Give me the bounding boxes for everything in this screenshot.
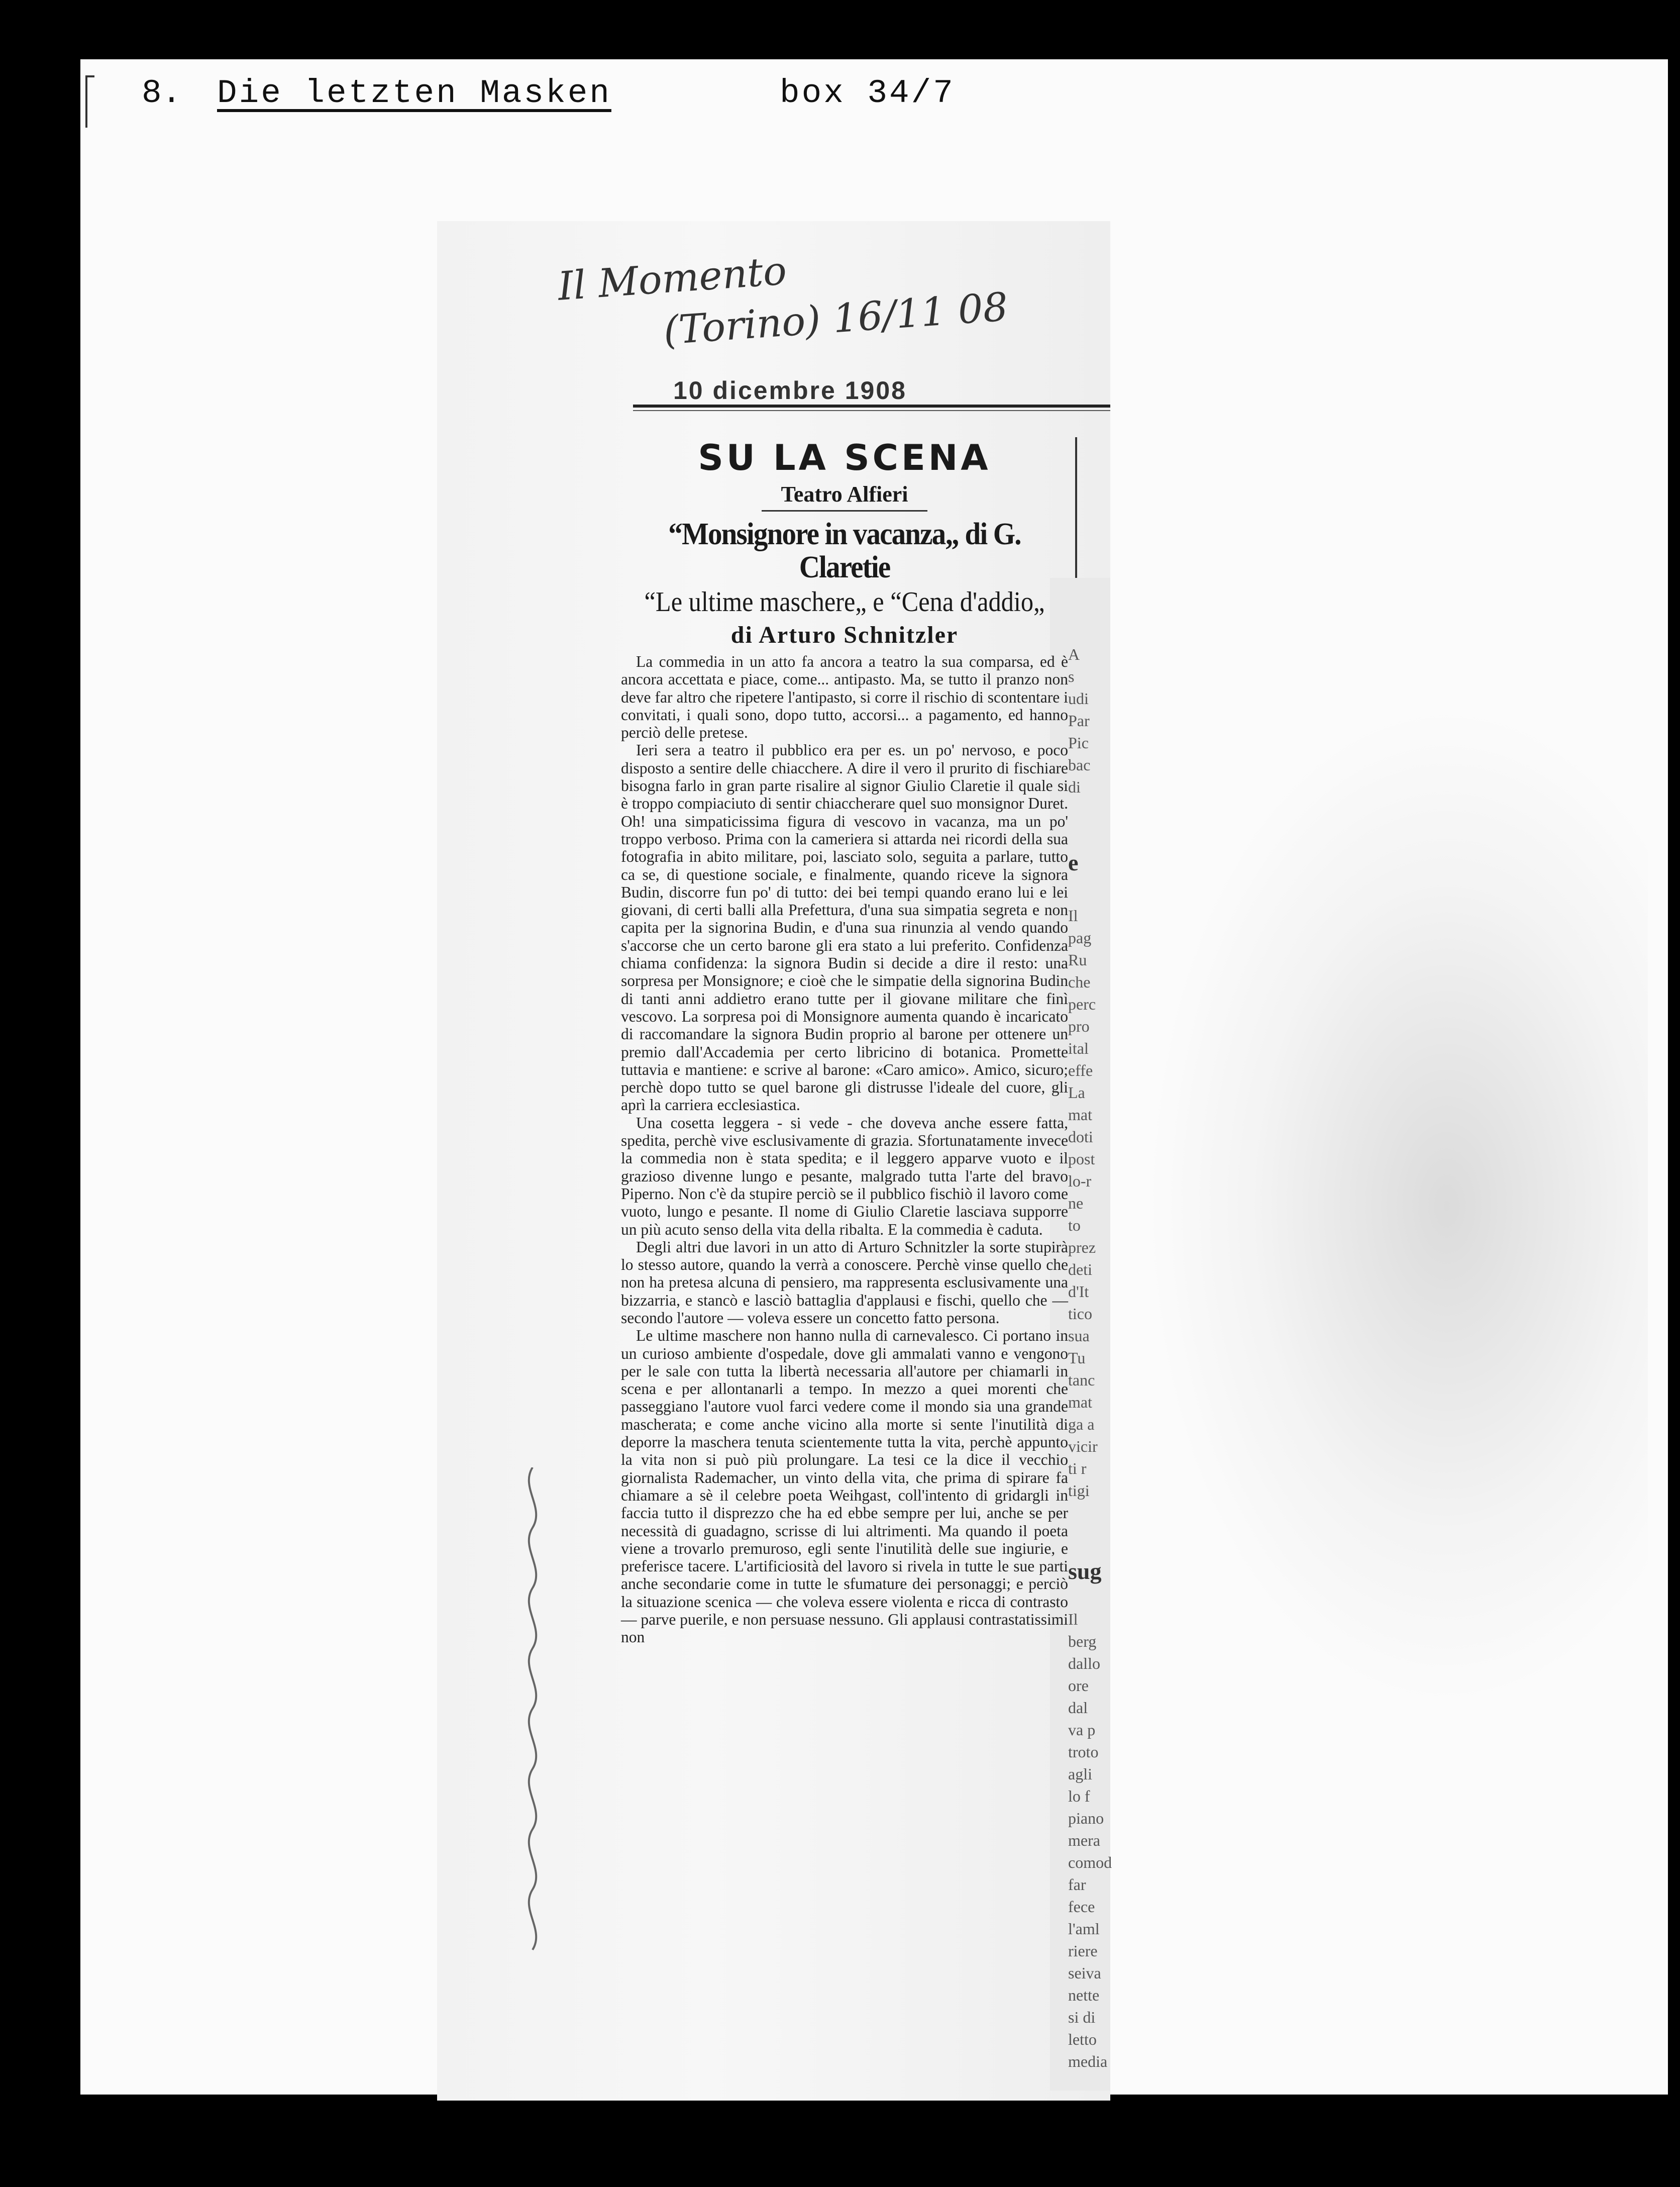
adjacent-heading-2: sug: [1068, 1558, 1102, 1584]
folder-number: 8.: [142, 74, 182, 112]
pencil-wavy-mark: [517, 1467, 548, 1970]
clipping-dateline: 10 dicembre 1908: [673, 376, 907, 405]
adjacent-heading-1: e: [1068, 850, 1079, 875]
adjacent-fragment: che: [1068, 973, 1091, 991]
scan-smudge: [1145, 704, 1648, 1709]
adjacent-fragment: lo f: [1068, 1787, 1090, 1805]
column-divider: [1075, 437, 1077, 578]
adjacent-fragment: fece: [1068, 1898, 1095, 1916]
handwritten-source: Il Momento: [556, 248, 788, 310]
corner-bracket: [85, 75, 94, 128]
dateline-rule: [633, 405, 1110, 408]
adjacent-fragment: tico: [1068, 1305, 1092, 1323]
adjacent-fragment: mera: [1068, 1831, 1100, 1849]
adjacent-fragment: ti r: [1068, 1459, 1087, 1477]
adjacent-fragment: ga a: [1068, 1415, 1095, 1433]
adjacent-fragment: A: [1068, 645, 1080, 663]
adjacent-fragment: ore: [1068, 1676, 1089, 1695]
adjacent-fragment: l'aml: [1068, 1920, 1100, 1938]
paragraph: Le ultime maschere non hanno nulla di carnevalesco. Ci portano in un curioso ambiente d'ospedale, dove gli ammalati vanno e vengono per le sale con tutta la libertà necessaria all'autore per chiamarli in scena e per allontanarli a tempo. In mezzo a quei morenti che passeggiano l'autore vuol farci vedere come il mondo sia una grande mascherata; e come anche vicino alla morte si sente l'inutilità di deporre la maschera tenuta scientemente tutta la vita, perchè appunto la vita non si può più prolungare. La tesi ce la dice il vecchio giornalista Rademacher, un vinto della vita, che prima di spirare fa chiamare a sè il celebre poeta Weihgast, coll'intento di gridargli in faccia tutto il disprezzo che ha ed ebbe sempre per lui, anche se per necessità di guadagno, scrisse di lui altrimenti. Ma quando il poeta viene a trovarlo premuroso, egli sente l'inutilità delle sue ingiurie, e preferisce tacere. L'artificiosità del lavoro si rivela in tutte le sue parti anche secondarie come in tutte le sfumature dei personaggi; e perciò la situazione scenica — che voleva essere violenta e ricca di contrasto — parve puerile, e non persuase nessuno. Gli applausi contrastatissimi non: [621, 1327, 1068, 1646]
adjacent-fragment: pro: [1068, 1017, 1090, 1035]
adjacent-fragment: riere: [1068, 1942, 1098, 1960]
adjacent-fragment: Il: [1068, 907, 1078, 925]
adjacent-fragment: media: [1068, 2052, 1108, 2070]
adjacent-fragment: Ru: [1068, 951, 1087, 969]
dateline-rule-thin: [633, 410, 1110, 411]
paragraph: Degli altri due lavori in un atto di Arturo Schnitzler la sorte stupirà lo stesso autore, quando la verrà a conoscere. Perchè vinse quello che non ha pretesa alcuna di pensiero, ma rappresenta esclusivamente una bizzarria, e stancò e lasciò battaglia d'applausi e fischi, quello che — secondo l'autore — voleva essere un concetto fatto persona.: [621, 1238, 1068, 1327]
paragraph: Ieri sera a teatro il pubblico era per es. un po' nervoso, e poco disposto a sentire delle chiacchere. A dire il vero il prurito di fischiare bisogna farlo in gran parte risalire al signor Giulio Claretie il quale si è troppo compiaciuto di sentir chiaccherare quel suo monsignor Duret. Oh! una simpaticissima figura di vescovo in vacanza, ma un po' troppo verboso. Prima con la cameriera si attarda nei ricordi della sua fotografia in abito militare, poi, lasciato solo, seguita a parlare, tutto ca se, di questione sociale, e finalmente, quando riceve la signora Budin, discorre fun po' di tutto: dei bei tempi quando erano lui e lei giovani, di certi balli alla Prefettura, d'una sua simpatia segreta e non capita per la signorina Budin, e d'una sua rinunzia al vendo quando s'accorse che un certo barone gli era stato a lui preferito. Confidenza chiama confidenza: la signora Budin si decide a dire il resto: una sorpresa per Monsignore; e cioè che le simpatie della signorina Budin di tanti anni addietro erano tutte per il giovane militare che finì vescovo. La sorpresa poi di Monsignore aumenta quando è incaricato di raccomandare la signora Budin proprio al barone per ottenere un premio dall'Accademia per certo libricino di botanica. Promette tuttavia e mantiene: e scrive al barone: «Caro amico». Amico, sicuro; perchè dopo tutto se quel barone gli distrusse l'ideale del cuore, gli aprì la carriera ecclesiastica.: [621, 741, 1068, 1114]
adjacent-fragment: La: [1068, 1083, 1085, 1102]
headline-3: di Arturo Schnitzler: [730, 622, 959, 648]
adjacent-fragment: to: [1068, 1216, 1081, 1234]
adjacent-fragment: deti: [1068, 1260, 1092, 1278]
adjacent-fragment: d'It: [1068, 1282, 1089, 1301]
adjacent-fragment: lo-r: [1068, 1172, 1092, 1190]
handwritten-date: (Torino) 16/11 08: [662, 284, 1010, 354]
adjacent-fragment: dal: [1068, 1699, 1088, 1717]
adjacent-fragment: mat: [1068, 1106, 1092, 1124]
theatre-rule: [762, 510, 927, 512]
adjacent-fragment: ital: [1068, 1039, 1089, 1057]
adjacent-fragment: mat: [1068, 1393, 1092, 1411]
adjacent-fragment: berg: [1068, 1632, 1097, 1650]
headline-2: “Le ultime maschere„ e “Cena d'addio„: [644, 586, 1045, 618]
adjacent-fragment: di: [1068, 778, 1081, 796]
adjacent-fragment: far: [1068, 1875, 1086, 1894]
adjacent-fragment: va p: [1068, 1721, 1096, 1739]
adjacent-fragment: agli: [1068, 1765, 1092, 1783]
adjacent-fragment: effe: [1068, 1061, 1093, 1079]
adjacent-fragment: bac: [1068, 756, 1091, 774]
adjacent-fragment: tanc: [1068, 1371, 1095, 1389]
adjacent-fragment: letto: [1068, 2030, 1097, 2048]
adjacent-fragment: nette: [1068, 1986, 1100, 2004]
adjacent-fragment: Tu: [1068, 1349, 1086, 1367]
adjacent-fragment: post: [1068, 1150, 1095, 1168]
folder-title: Die letzten Masken: [217, 74, 611, 112]
article-body: [621, 653, 1068, 1646]
adjacent-fragment: dallo: [1068, 1654, 1100, 1672]
adjacent-fragments-mid: [1068, 905, 1113, 1502]
adjacent-fragment: Il: [1068, 1610, 1078, 1628]
adjacent-fragment: doti: [1068, 1128, 1093, 1146]
adjacent-fragment: tigi: [1068, 1481, 1090, 1500]
paragraph: La commedia in un atto fa ancora a teatro la sua comparsa, ed è ancora accettata e piace, come... antipasto. Ma, se tutto il pranzo non deve far altro che ripetere l'antipasto, si corre il rischio di scontentare i convitati, i quali sono, dopo tutto, accorsi... a pagamento, ed hanno perciò delle pretese.: [621, 653, 1068, 742]
adjacent-fragment: si di: [1068, 2008, 1096, 2026]
adjacent-fragment: ne: [1068, 1194, 1084, 1212]
section-title: SU LA SCENA: [698, 437, 991, 478]
adjacent-fragment: udi: [1068, 689, 1089, 708]
adjacent-fragments-bottom: [1068, 1608, 1113, 2072]
paragraph: Una cosetta leggera - si vede - che doveva anche essere fatta, spedita, perchè vive esclusivamente di grazia. Sfortunatamente invece la commedia non è stata spedita; e il leggero apparve vuoto e il grazioso divenne lungo e pesante, malgrado tutta l'arte del bravo Piperno. Non c'è da stupire perciò se il pubblico fischiò il lavoro come vuoto, lungo e pesante. Il nome di Giulio Claretie lasciava supporre un più acuto senso della vita della ribalta. E la commedia è caduta.: [621, 1114, 1068, 1238]
adjacent-fragment: Pic: [1068, 734, 1089, 752]
headline-1: “Monsignore in vacanza„ di G. Claretie: [668, 517, 1021, 584]
adjacent-fragment: comod: [1068, 1853, 1112, 1871]
theatre-name: Teatro Alfieri: [781, 482, 908, 507]
adjacent-fragment: perc: [1068, 995, 1096, 1013]
adjacent-fragment: sua: [1068, 1327, 1090, 1345]
adjacent-fragment: vicir: [1068, 1437, 1098, 1455]
adjacent-fragments-top: [1068, 643, 1113, 798]
adjacent-fragment: Par: [1068, 712, 1090, 730]
adjacent-fragment: prez: [1068, 1238, 1096, 1256]
adjacent-fragment: pag: [1068, 929, 1092, 947]
article: [621, 432, 1068, 1646]
box-label: box 34/7: [780, 74, 955, 112]
adjacent-fragment: seiva: [1068, 1964, 1101, 1982]
adjacent-fragment: troto: [1068, 1743, 1099, 1761]
adjacent-fragment: piano: [1068, 1809, 1104, 1827]
adjacent-fragment: s: [1068, 667, 1075, 685]
